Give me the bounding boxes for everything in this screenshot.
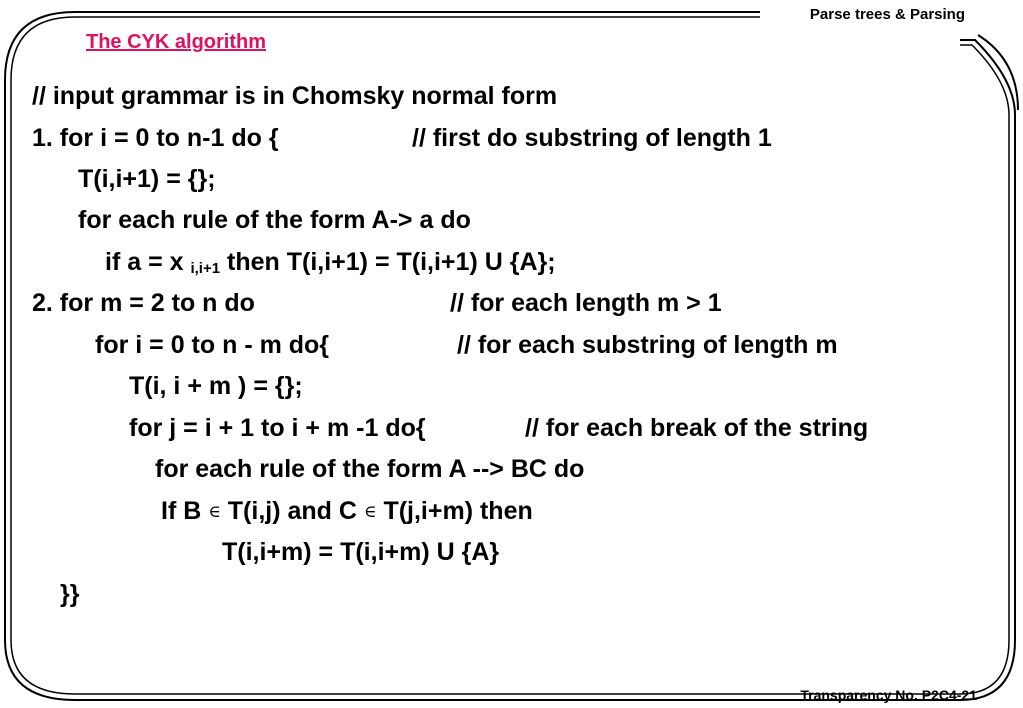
code-text: T(i, i + m ) = {}; [129, 372, 303, 400]
code-text: If B [161, 497, 202, 525]
code-line-2 [32, 123, 279, 153]
code-line-6 [32, 288, 255, 318]
code-line-7 [95, 330, 329, 360]
code-text: T(i,j) and C [227, 497, 357, 525]
code-comment-9: // for each break of the string [525, 414, 869, 442]
code-line-12 [222, 537, 499, 567]
code-comment-7: // for each substring of length m [457, 331, 838, 359]
code-line-3 [78, 164, 216, 194]
code-text: // input grammar is in Chomsky normal form [32, 82, 558, 110]
code-text: }} [60, 580, 80, 608]
code-line-11 [161, 496, 533, 527]
code-text: then T(i,i+1) = T(i,i+1) U {A}; [227, 248, 556, 276]
slide-topic: Parse trees & Parsing [809, 6, 965, 23]
code-line-9 [129, 413, 426, 443]
code-line-1 [32, 81, 557, 111]
code-text: T(j,i+m) then [383, 497, 533, 525]
code-text: 2. for m = 2 to n do [32, 289, 255, 317]
code-text: T(i,i+m) = T(i,i+m) U {A} [222, 538, 500, 566]
code-subscript: i,i+1 [190, 260, 221, 277]
code-line-8 [129, 371, 303, 401]
slide-title: The CYK algorithm [86, 31, 267, 53]
code-text: T(i,i+1) = {}; [78, 165, 216, 193]
code-comment-6: // for each length m > 1 [450, 289, 722, 317]
code-text: for each rule of the form A-> a do [78, 206, 471, 234]
code-text: for each rule of the form A --> BC do [155, 455, 585, 483]
code-line-5 [105, 247, 556, 277]
code-text: for j = i + 1 to i + m -1 do{ [129, 414, 426, 442]
code-line-10 [155, 454, 584, 484]
code-comment-2: // first do substring of length 1 [412, 124, 772, 152]
code-text: 1. for i = 0 to n-1 do { [32, 124, 279, 152]
code-line-13 [60, 579, 79, 609]
element-of-symbol: ∈ [208, 502, 221, 522]
code-text: if a = x [105, 248, 184, 276]
code-text: for i = 0 to n - m do{ [95, 331, 330, 359]
code-line-4 [78, 205, 471, 235]
element-of-symbol: ∈ [363, 502, 377, 522]
transparency-number: Transparency No. P2C4-21 [800, 687, 977, 703]
